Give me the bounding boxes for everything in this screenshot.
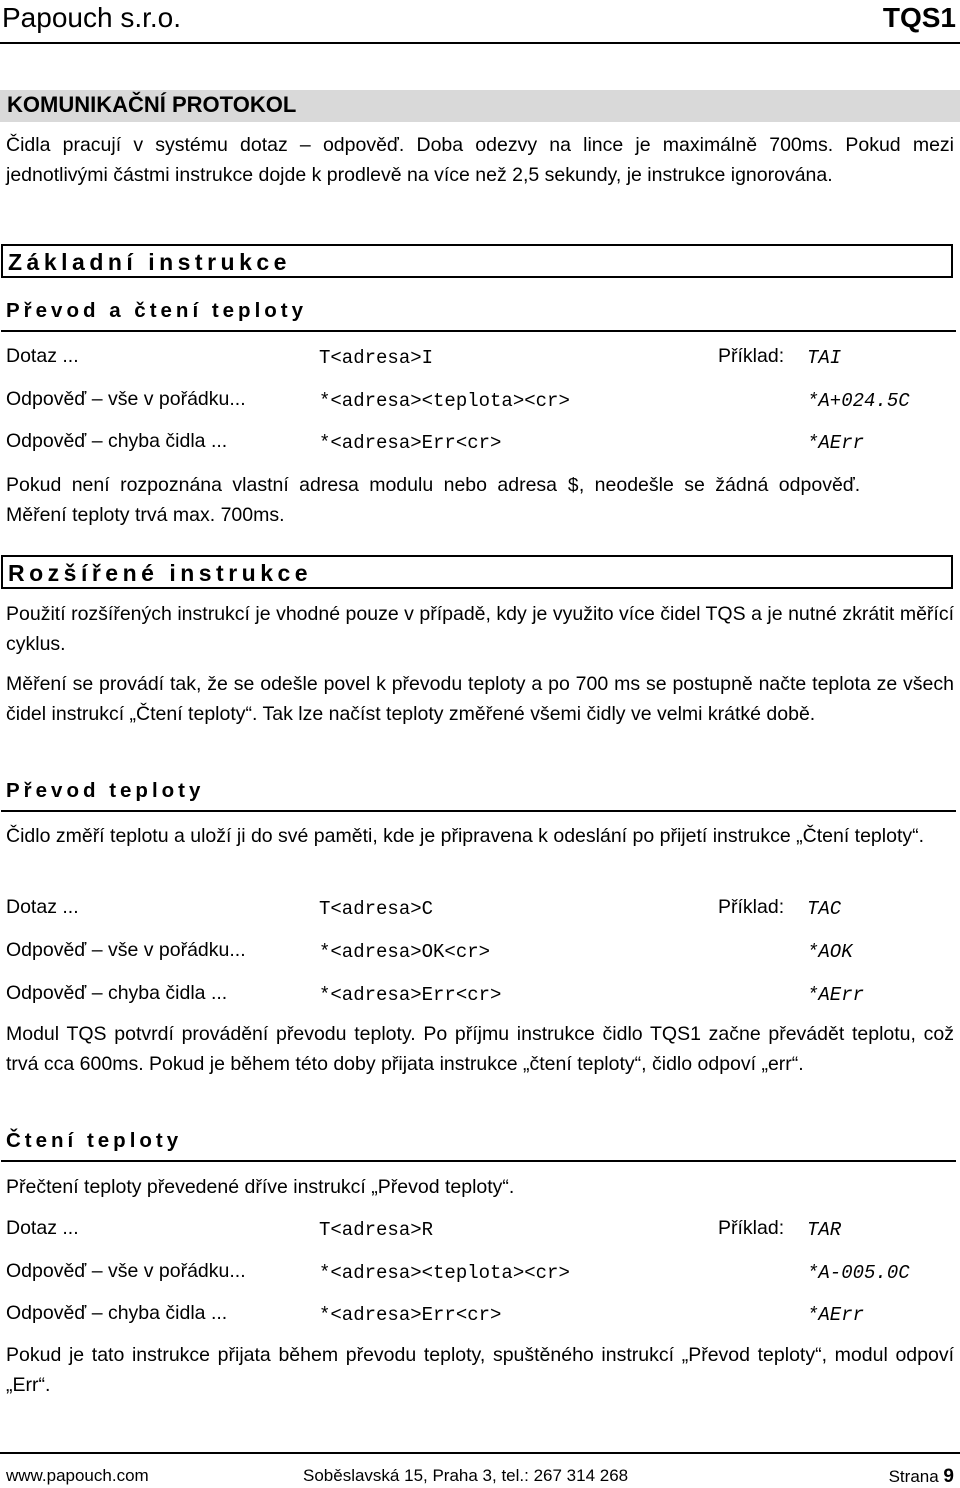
reading-ok-example: *A-005.0C	[807, 1262, 910, 1284]
reading-query-code: T<adresa>R	[319, 1219, 434, 1241]
reading-ok-code: *<adresa><teplota><cr>	[319, 1262, 570, 1284]
conversion-paragraph: Čidlo změří teplotu a uloží ji do své paměti, kde je připravena k odeslání po přijetí instrukce „Čtení teploty“.	[6, 825, 925, 847]
basic-err-example: *AErr	[807, 432, 865, 454]
footer-page-number: 9	[943, 1466, 954, 1487]
footer-page	[889, 1466, 954, 1488]
footer-divider	[0, 1452, 960, 1454]
section-title-bar	[0, 90, 960, 122]
conversion-err-example: *AErr	[807, 984, 865, 1006]
basic-ok-label: Odpověď – vše v pořádku...	[6, 388, 246, 410]
reading-heading	[1, 1128, 956, 1162]
reading-ok-label: Odpověď – vše v pořádku...	[6, 1260, 246, 1282]
basic-note-code: $	[567, 475, 579, 497]
basic-query-example: TAI	[807, 347, 842, 369]
section-title: KOMUNIKAČNÍ PROTOKOL	[7, 92, 297, 117]
conversion-reading-heading	[1, 298, 956, 332]
conversion-ok-example: *AOK	[807, 941, 853, 963]
extended-paragraph-2: Měření se provádí tak, že se odešle povel k převodu teploty a po 700 ms se postupně načte teplota ze všech čidel instrukcí „Čtení teploty“. Tak lze načíst teploty změřené všemi čidly ve velmi krátké době.	[6, 673, 954, 725]
product-name: TQS1	[882, 2, 956, 33]
basic-example-label: Příklad:	[718, 345, 785, 367]
company-name: Papouch s.r.o.	[2, 2, 182, 33]
conversion-note: Modul TQS potvrdí provádění převodu teploty. Po příjmu instrukce čidlo TQS1 začne převádět teplotu, což trvá cca 600ms. Pokud je během této doby přijata instrukce „čtení teploty“, čidlo odpoví „err“.	[6, 1023, 954, 1075]
conversion-example-label: Příklad:	[718, 896, 785, 918]
conversion-reading-title: Převod a čtení teploty	[6, 299, 308, 322]
reading-query-example: TAR	[807, 1219, 842, 1241]
basic-ok-code: *<adresa><teplota><cr>	[319, 390, 570, 412]
extended-instructions-title: Rozšířené instrukce	[8, 560, 313, 586]
basic-note-text-2: , neodešle se žádná odpověď.	[578, 474, 861, 496]
basic-instructions-heading	[1, 244, 953, 278]
reading-err-example: *AErr	[807, 1304, 865, 1326]
header-divider	[0, 42, 960, 44]
extended-instructions-heading	[1, 555, 953, 589]
conversion-query-example: TAC	[807, 898, 842, 920]
conversion-ok-code: *<adresa>OK<cr>	[319, 941, 491, 963]
conversion-err-label: Odpověď – chyba čidla ...	[6, 982, 228, 1004]
intro-paragraph: Čidla pracují v systému dotaz – odpověď. Doba odezvy na lince je maximálně 700ms. Pokud mezi jednotlivými částmi instrukce dojde k prodlevě na více než 2,5 sekundy, je instrukce ignorována.	[6, 134, 954, 186]
basic-note-text-1: Pokud není rozpoznána vlastní adresa modulu nebo adresa	[6, 474, 568, 496]
conversion-query-code: T<adresa>C	[319, 898, 434, 920]
reading-paragraph: Přečtení teploty převedené dříve instrukcí „Převod teploty“.	[6, 1176, 515, 1198]
basic-ok-example: *A+024.5C	[807, 390, 910, 412]
footer-page-label: Strana	[888, 1467, 939, 1486]
basic-note-2: Měření teploty trvá max. 700ms.	[6, 504, 285, 526]
conversion-ok-label: Odpověď – vše v pořádku...	[6, 939, 246, 961]
basic-query-code: T<adresa>I	[319, 347, 434, 369]
footer-website[interactable]: www.papouch.com	[6, 1466, 149, 1485]
reading-err-code: *<adresa>Err<cr>	[319, 1304, 502, 1326]
reading-title: Čtení teploty	[6, 1129, 183, 1152]
reading-err-label: Odpověď – chyba čidla ...	[6, 1302, 228, 1324]
extended-paragraph-1: Použití rozšířených instrukcí je vhodné pouze v případě, kdy je využito více čidel TQS a je nutné zkrátit měřící cyklus.	[6, 603, 954, 655]
conversion-query-label: Dotaz ...	[6, 896, 79, 918]
basic-query-label: Dotaz ...	[6, 345, 79, 367]
conversion-title: Převod teploty	[6, 779, 205, 802]
basic-err-label: Odpověď – chyba čidla ...	[6, 430, 228, 452]
basic-instructions-title: Základní instrukce	[8, 249, 291, 275]
footer-address: Soběslavská 15, Praha 3, tel.: 267 314 268	[303, 1466, 629, 1485]
reading-note: Pokud je tato instrukce přijata během převodu teploty, spuštěného instrukcí „Převod teploty“, modul odpoví „Err“.	[6, 1344, 954, 1396]
reading-example-label: Příklad:	[718, 1217, 785, 1239]
conversion-heading	[1, 778, 956, 812]
basic-err-code: *<adresa>Err<cr>	[319, 432, 502, 454]
basic-note	[6, 470, 954, 501]
conversion-err-code: *<adresa>Err<cr>	[319, 984, 502, 1006]
reading-query-label: Dotaz ...	[6, 1217, 79, 1239]
